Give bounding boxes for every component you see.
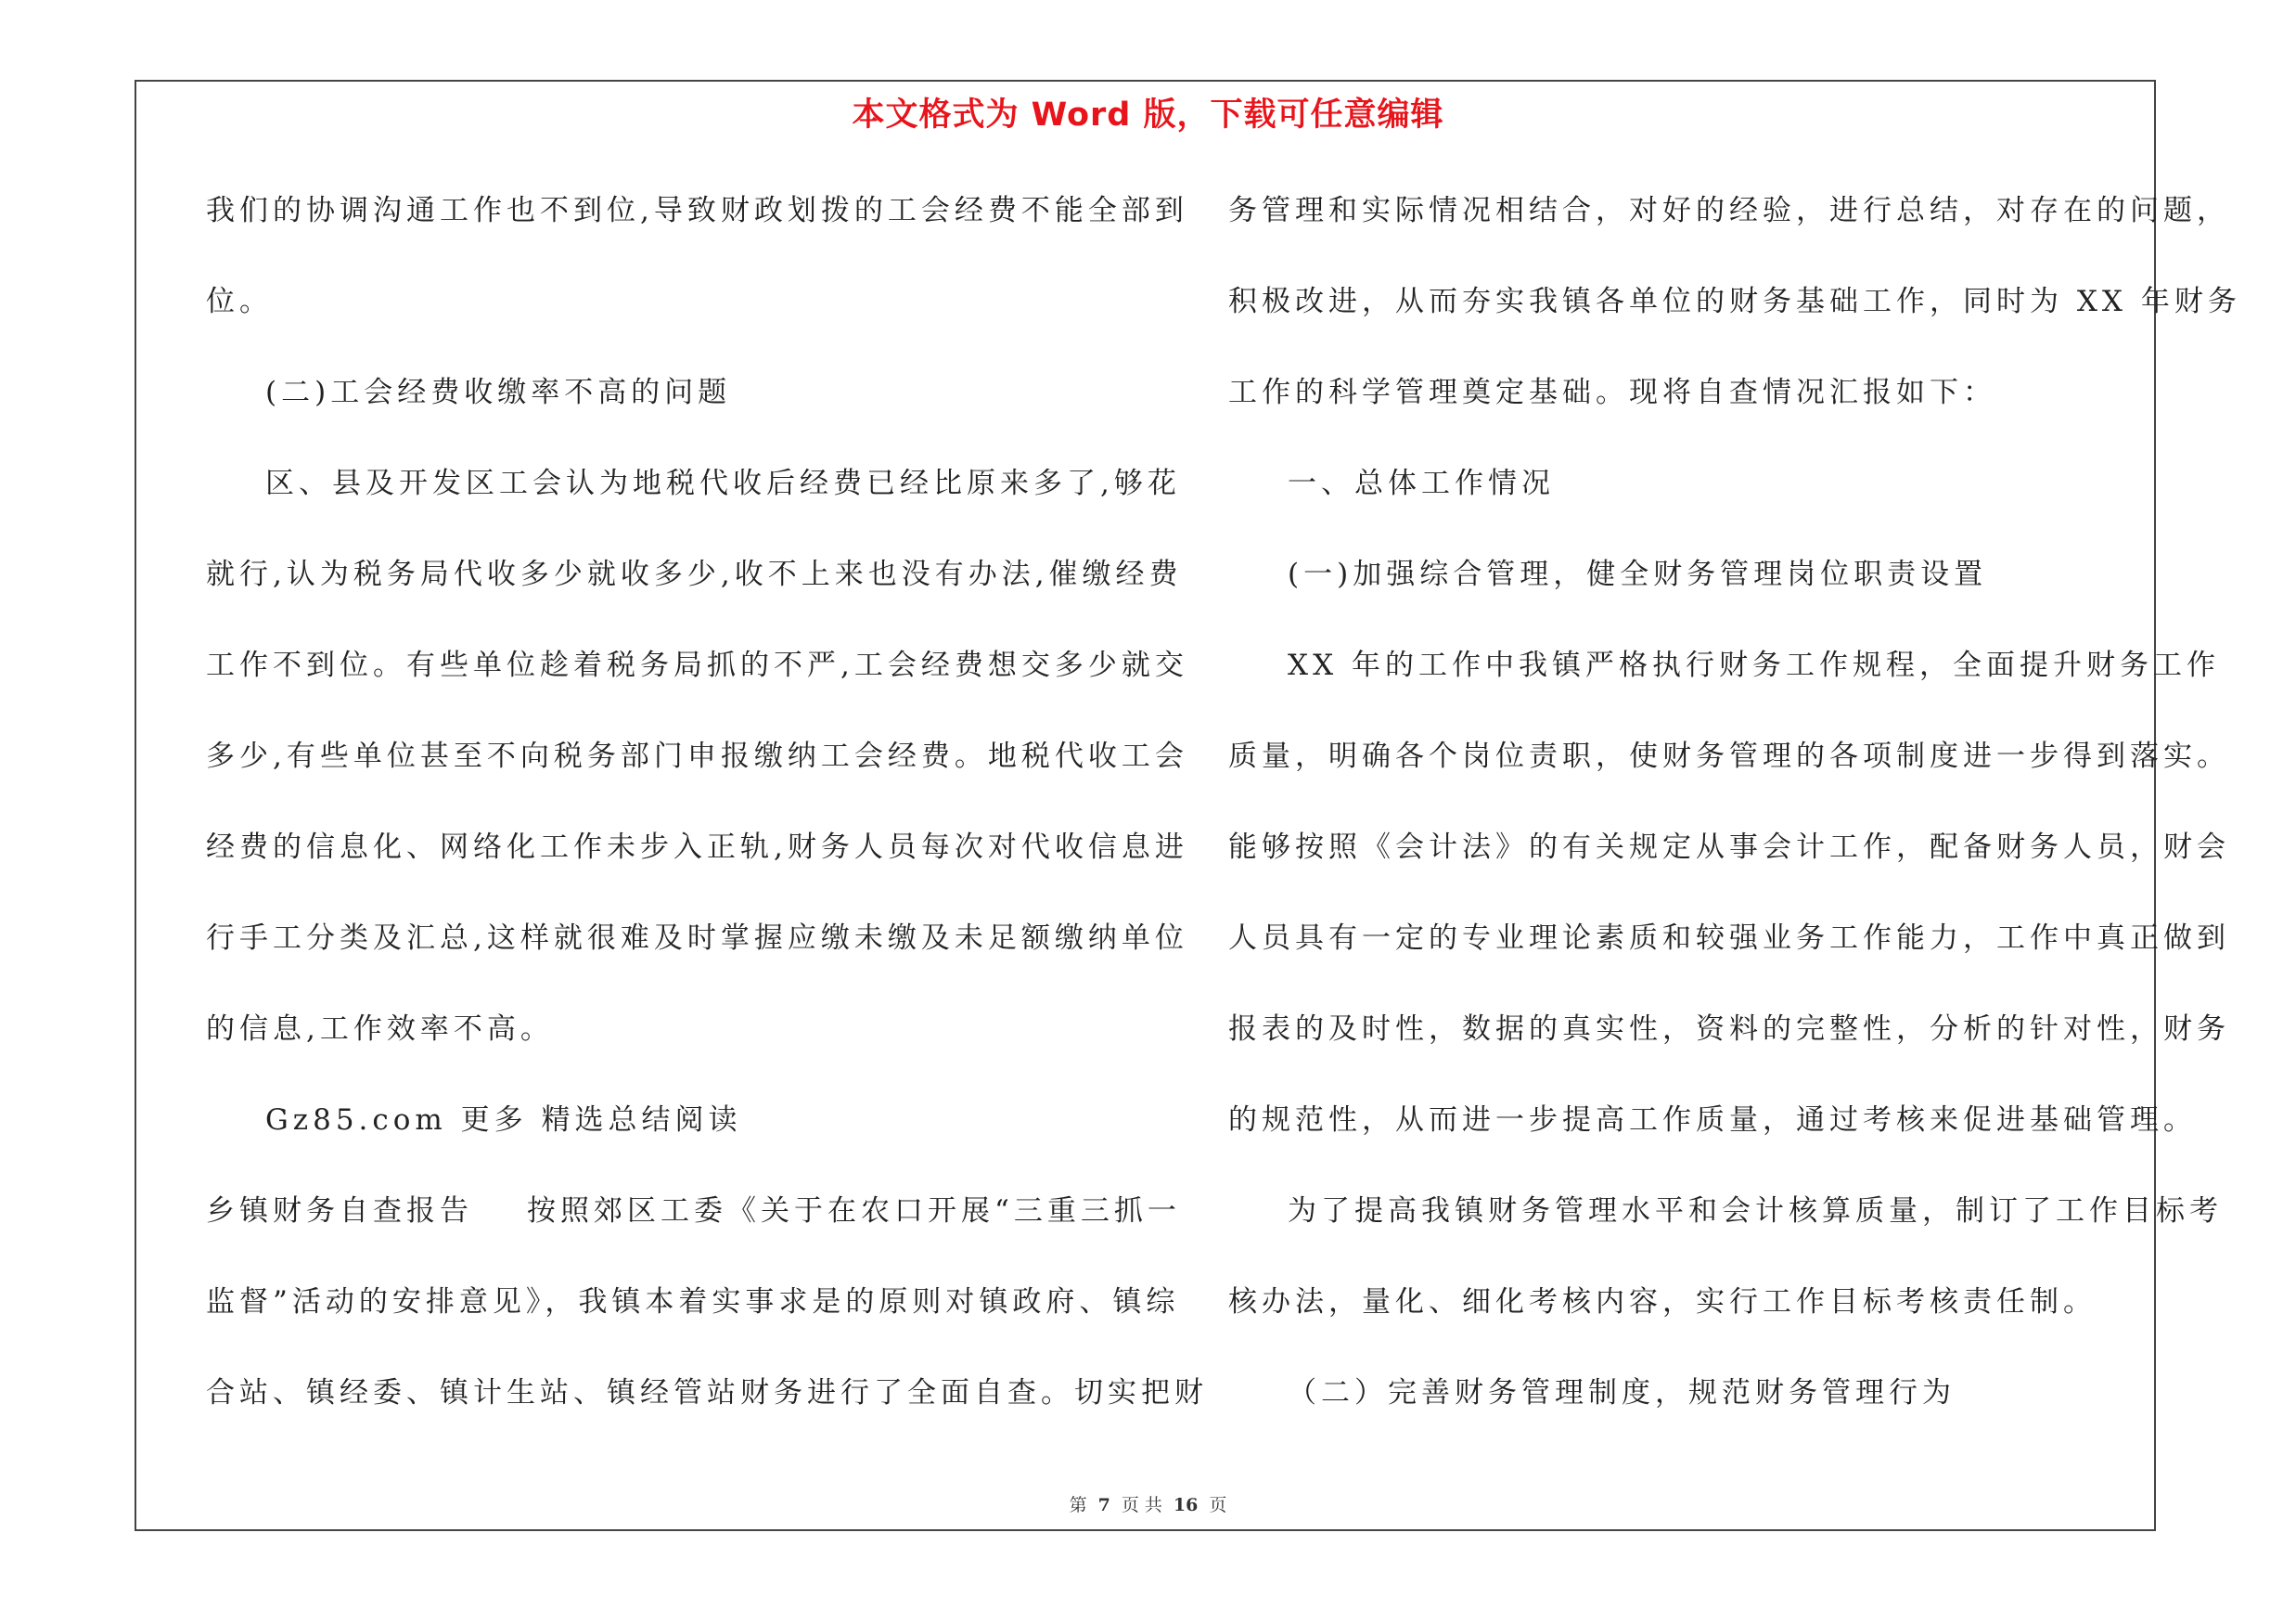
footer-prefix: 第 [1069,1495,1087,1515]
word-format-banner: 本文格式为 Word 版，下载可任意编辑 [852,97,1444,134]
text-line: 的信息,工作效率不高。 [206,1012,554,1046]
report-intro: 按照郊区工委《关于在农口开展“三重三抓一 [527,1194,1181,1228]
section-heading: 一、总体工作情况 [1288,467,1555,500]
text-line: 我们的协调沟通工作也不到位,导致财政划拨的工会经费不能全部到 [206,194,1188,227]
text-line: 质量，明确各个岗位责职，使财务管理的各项制度进一步得到落实。 [1228,740,2230,773]
text-line: 人员具有一定的专业理论素质和较强业务工作能力，工作中真正做到 [1228,921,2230,955]
left-column [206,186,1208,1459]
report-title: 乡镇财务自查报告 [206,1194,473,1228]
right-column [1228,186,2241,1459]
text-line: 积极改进，从而夯实我镇各单位的财务基础工作，同时为 XX 年财务 [1228,285,2241,318]
subsection-heading: （二）完善财务管理制度，规范财务管理行为 [1288,1376,1956,1410]
section-heading: (二)工会经费收缴率不高的问题 [265,376,732,409]
text-line: 区、县及开发区工会认为地税代收后经费已经比原来多了,够花 [265,467,1181,500]
footer-suffix: 页 [1209,1495,1227,1515]
text-line: 多少,有些单位甚至不向税务部门申报缴纳工会经费。地税代收工会 [206,740,1188,773]
total-page-count: 16 [1173,1495,1199,1515]
text-line: 位。 [206,285,273,318]
more-reading-line: Gz85.com 更多 精选总结阅读 [265,1103,742,1137]
text-line: 务管理和实际情况相结合，对好的经验，进行总结，对存在的问题， [1228,194,2230,227]
footer-mid: 页 共 [1121,1495,1162,1515]
text-line: 的规范性，从而进一步提高工作质量，通过考核来促进基础管理。 [1228,1103,2197,1137]
current-page-number: 7 [1097,1495,1110,1515]
text-line: 行手工分类及汇总,这样就很难及时掌握应缴未缴及未足额缴纳单位 [206,921,1188,955]
text-line: XX 年的工作中我镇严格执行财务工作规程，全面提升财务工作 [1288,649,2220,682]
text-line: 监督”活动的安排意见》，我镇本着实事求是的原则对镇政府、镇综 [206,1285,1180,1319]
report-title-line [206,1186,1181,1277]
text-line: 能够按照《会计法》的有关规定从事会计工作，配备财务人员，财会 [1228,831,2230,864]
text-line: 合站、镇经委、镇计生站、镇经管站财务进行了全面自查。切实把财 [206,1376,1208,1410]
text-line: 工作不到位。有些单位趁着税务局抓的不严,工会经费想交多少就交 [206,649,1188,682]
text-line: 就行,认为税务局代收多少就收多少,收不上来也没有办法,催缴经费 [206,558,1183,591]
text-line: 经费的信息化、网络化工作未步入正轨,财务人员每次对代收信息进 [206,831,1188,864]
text-line: 为了提高我镇财务管理水平和会计核算质量，制订了工作目标考 [1288,1194,2223,1228]
text-line: 工作的科学管理奠定基础。现将自查情况汇报如下： [1228,376,1996,409]
subsection-heading: (一)加强综合管理，健全财务管理岗位职责设置 [1288,558,1988,591]
text-line: 核办法，量化、细化考核内容，实行工作目标考核责任制。 [1228,1285,2097,1319]
text-line: 报表的及时性，数据的真实性，资料的完整性，分析的针对性，财务 [1228,1012,2230,1046]
page-footer [0,1491,2296,1516]
